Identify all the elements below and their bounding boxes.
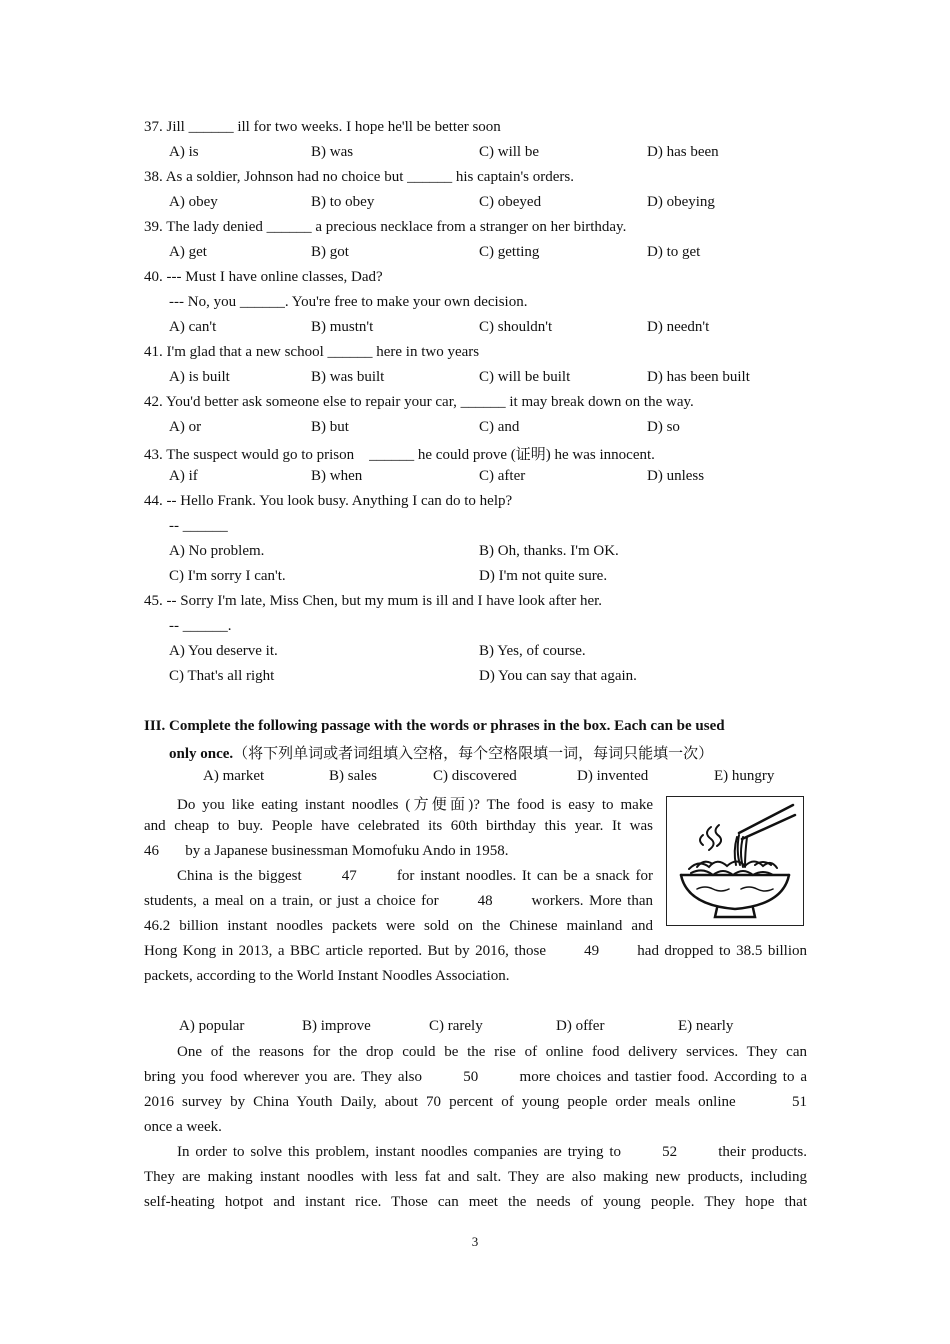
question-stem: -- Hello Frank. You look busy. Anything I can do to help?: [166, 493, 513, 509]
passage-line: students, a meal on a train, or just a choice for 48 workers. More than: [144, 893, 653, 909]
passage-line: and cheap to buy. People have celebrated its 60th birthday this year. It was: [144, 818, 653, 834]
passage-line: once a week.: [144, 1119, 222, 1135]
passage-line: 46.2 billion instant noodles packets were sold on the Chinese mainland and: [144, 918, 653, 934]
question-45: [144, 593, 602, 610]
option-c: C) will be built: [479, 369, 571, 385]
option-a: A) if: [169, 468, 198, 484]
option-d: D) I'm not quite sure.: [479, 568, 608, 584]
question-stem: Jill ______ ill for two weeks. I hope he'll be better soon: [166, 119, 501, 135]
passage-line: Hong Kong in 2013, a BBC article reported. But by 2016, those 49 had dropped to 38.5 billion: [144, 943, 807, 959]
option-b: B) was built: [311, 369, 385, 385]
word-box-item: B) sales: [329, 768, 377, 784]
passage-line: Do you like eating instant noodles (方便面)? The food is easy to make: [177, 797, 653, 813]
question-number: 37.: [144, 119, 163, 135]
passage-line: China is the biggest 47 for instant noodles. It can be a snack for: [177, 868, 653, 884]
noodle-bowl-illustration: [666, 796, 804, 926]
option-b: B) was: [311, 144, 354, 160]
option-d: D) has been built: [647, 369, 750, 385]
word-box-item: D) invented: [577, 768, 649, 784]
question-stem: -- Sorry I'm late, Miss Chen, but my mum is ill and I have look after her.: [166, 593, 603, 609]
word-box-item: C) discovered: [433, 768, 517, 784]
option-c: C) shouldn't: [479, 319, 553, 335]
option-d: D) obeying: [647, 194, 715, 210]
section-heading: III. Complete the following passage with the words or phrases in the box. Each can be used: [144, 718, 725, 734]
question-41: [144, 344, 479, 361]
question-38: [144, 169, 574, 186]
option-c: C) obeyed: [479, 194, 542, 210]
option-b: B) Yes, of course.: [479, 643, 586, 659]
passage-line: One of the reasons for the drop could be the rise of online food delivery services. They can: [177, 1044, 807, 1060]
section-heading-line2: [169, 742, 713, 763]
option-b: B) mustn't: [311, 319, 374, 335]
question-number: 40.: [144, 269, 163, 285]
question-number: 44.: [144, 493, 163, 509]
option-a: A) can't: [169, 319, 217, 335]
option-b: B) to obey: [311, 194, 375, 210]
word-box-item: B) improve: [302, 1018, 371, 1034]
word-box-item: D) offer: [556, 1018, 605, 1034]
option-a: A) is built: [169, 369, 230, 385]
option-a: A) or: [169, 419, 202, 435]
word-box-item: E) hungry: [714, 768, 775, 784]
passage-line: packets, according to the World Instant Noodles Association.: [144, 968, 510, 984]
question-number: 38.: [144, 169, 163, 185]
question-number: 45.: [144, 593, 163, 609]
passage-line: bring you food wherever you are. They also 50 more choices and tastier food. According to a: [144, 1069, 807, 1085]
question-stem-line2: -- ______.: [169, 618, 232, 634]
option-c: C) will be: [479, 144, 539, 160]
option-a: A) No problem.: [169, 543, 265, 559]
option-b: B) got: [311, 244, 349, 260]
option-d: D) You can say that again.: [479, 668, 637, 684]
question-number: 42.: [144, 394, 163, 410]
option-b: B) but: [311, 419, 349, 435]
word-box-item: A) popular: [179, 1018, 245, 1034]
option-a: A) is: [169, 144, 199, 160]
question-stem: The suspect would go to prison ______ he could prove (证明) he was innocent.: [166, 447, 655, 463]
question-stem-line2: --- No, you ______. You're free to make your own decision.: [169, 294, 528, 310]
word-box-item: A) market: [203, 768, 265, 784]
option-a: A) obey: [169, 194, 218, 210]
section-heading-bold: only once.: [169, 746, 234, 762]
question-stem: The lady denied ______ a precious necklace from a stranger on her birthday.: [166, 219, 627, 235]
option-a: A) You deserve it.: [169, 643, 278, 659]
option-d: D) so: [647, 419, 680, 435]
question-number: 43.: [144, 447, 163, 463]
option-c: C) and: [479, 419, 520, 435]
passage-line: 2016 survey by China Youth Daily, about 70 percent of young people order meals online 51: [144, 1094, 807, 1110]
question-stem: You'd better ask someone else to repair your car, ______ it may break down on the way.: [165, 394, 694, 410]
option-c: C) after: [479, 468, 526, 484]
question-43: [144, 443, 655, 464]
passage-line: In order to solve this problem, instant noodles companies are trying to 52 their products.: [177, 1144, 807, 1160]
passage-line: They are making instant noodles with less fat and salt. They are also making new products, including: [144, 1169, 807, 1185]
option-c: C) That's all right: [169, 668, 275, 684]
word-box-item: E) nearly: [678, 1018, 734, 1034]
page-number: 3: [471, 1234, 479, 1249]
word-box-item: C) rarely: [429, 1018, 483, 1034]
option-c: C) getting: [479, 244, 540, 260]
noodle-bowl-icon: [667, 797, 803, 925]
question-40: [144, 269, 383, 286]
passage-line: self-heating hotpot and instant rice. Those can meet the needs of young people. They hope that: [144, 1194, 807, 1210]
option-d: D) unless: [647, 468, 705, 484]
question-37: [144, 119, 501, 136]
question-44: [144, 493, 512, 510]
question-39: [144, 219, 626, 236]
option-d: D) to get: [647, 244, 701, 260]
section-heading-chinese: （将下列单词或者词组填入空格，每个空格限填一词，每词只能填一次）: [233, 746, 714, 762]
option-b: B) Oh, thanks. I'm OK.: [479, 543, 619, 559]
question-42: [144, 394, 694, 411]
question-stem: I'm glad that a new school ______ here in two years: [166, 344, 480, 360]
option-d: D) has been: [647, 144, 719, 160]
option-b: B) when: [311, 468, 363, 484]
question-number: 41.: [144, 344, 163, 360]
question-stem: --- Must I have online classes, Dad?: [166, 269, 383, 285]
question-stem: As a soldier, Johnson had no choice but ______ his captain's orders.: [165, 169, 574, 185]
option-a: A) get: [169, 244, 207, 260]
passage-line: 46 by a Japanese businessman Momofuku Ando in 1958.: [144, 843, 509, 859]
option-d: D) needn't: [647, 319, 710, 335]
option-c: C) I'm sorry I can't.: [169, 568, 286, 584]
question-stem-line2: -- ______: [169, 518, 228, 534]
question-number: 39.: [144, 219, 163, 235]
